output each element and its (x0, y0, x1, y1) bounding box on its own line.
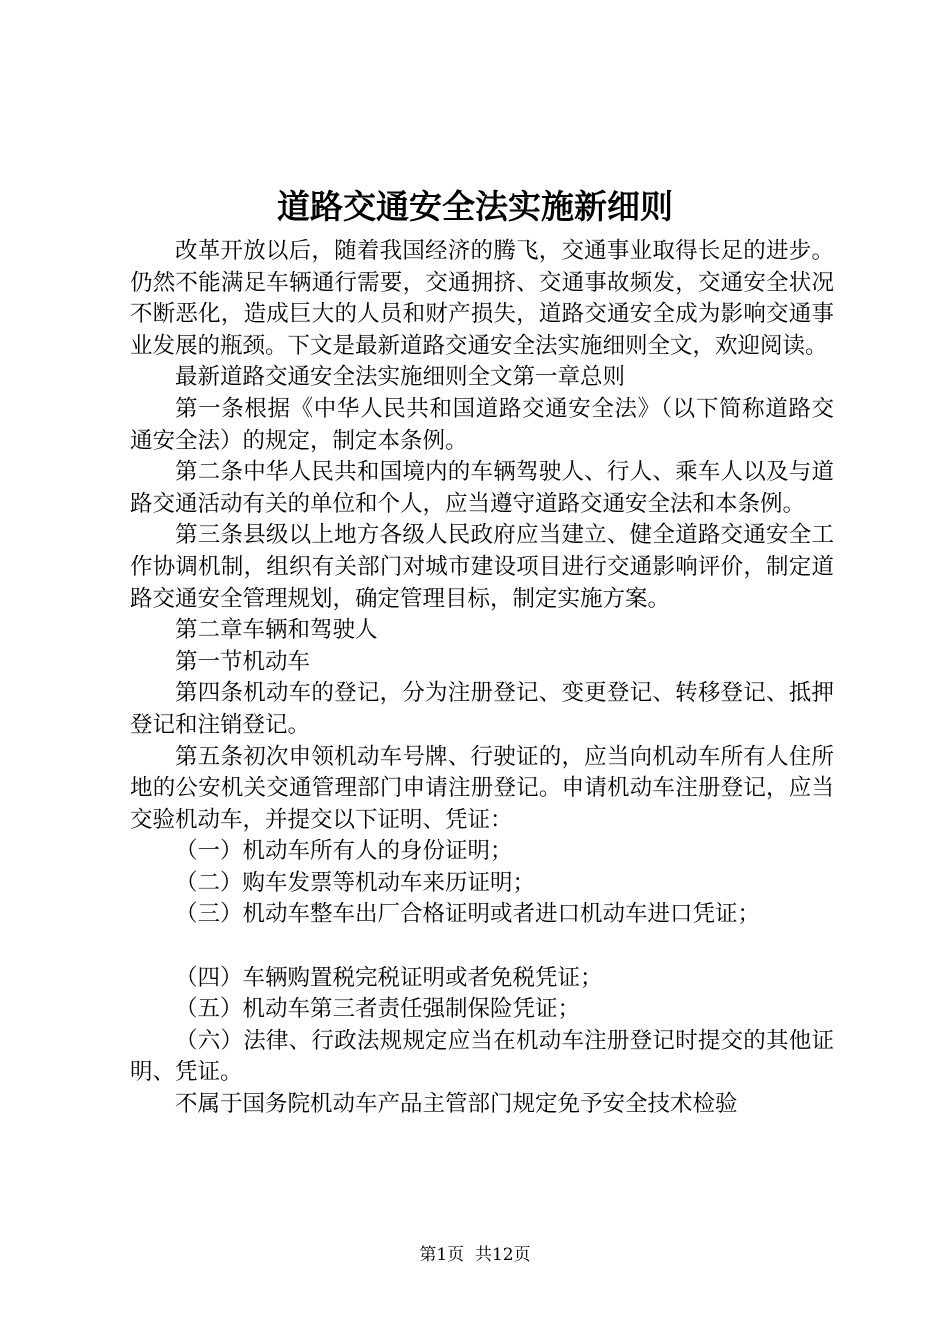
paragraph: 第一条根据《中华人民共和国道路交通安全法》（以下简称道路交通安全法）的规定，制定本条例。 (130, 395, 834, 454)
paragraph: 最新道路交通安全法实施细则全文第一章总则 (175, 364, 626, 391)
list-item: （三）机动车整车出厂合格证明或者进口机动车进口凭证； (175, 901, 761, 928)
document-body (130, 236, 834, 1121)
chapter-heading: 第二章车辆和驾驶人 (175, 617, 378, 644)
document-title: 道路交通安全法实施新细则 (277, 187, 673, 226)
list-item: （五）机动车第三者责任强制保险凭证； (175, 996, 581, 1023)
page-number-label: 第1页 共12页 (419, 1245, 531, 1265)
paragraph: 改革开放以后，随着我国经济的腾飞，交通事业取得长足的进步。仍然不能满足车辆通行需要，交通拥挤、交通事故频发，交通安全状况不断恶化，造成巨大的人员和财产损失，道路交通安全成为影响交通事业发展的瓶颈。下文是最新道路交通安全法实施细则全文，欢迎阅读。 (130, 238, 834, 359)
list-item: （二）购车发票等机动车来历证明； (175, 869, 536, 896)
paragraph: 第三条县级以上地方各级人民政府应当建立、健全道路交通安全工作协调机制，组织有关部门对城市建设项目进行交通影响评价，制定道路交通安全管理规划，确定管理目标，制定实施方案。 (130, 522, 834, 612)
list-item: （六）法律、行政法规规定应当在机动车注册登记时提交的其他证明、凭证。 (130, 1027, 834, 1086)
paragraph: 第五条初次申领机动车号牌、行驶证的，应当向机动车所有人住所地的公安机关交通管理部门申请注册登记。申请机动车注册登记，应当交验机动车，并提交以下证明、凭证： (130, 743, 834, 833)
list-item: （四）车辆购置税完税证明或者免税凭证； (175, 964, 603, 991)
section-heading: 第一节机动车 (175, 648, 311, 675)
paragraph: 第二条中华人民共和国境内的车辆驾驶人、行人、乘车人以及与道路交通活动有关的单位和个人，应当遵守道路交通安全法和本条例。 (130, 459, 834, 517)
list-item: （一）机动车所有人的身份证明； (175, 838, 513, 865)
paragraph: 不属于国务院机动车产品主管部门规定免予安全技术检验 (175, 1091, 738, 1118)
paragraph: 第四条机动车的登记，分为注册登记、变更登记、转移登记、抵押登记和注销登记。 (130, 680, 834, 738)
page-footer (0, 1243, 950, 1267)
